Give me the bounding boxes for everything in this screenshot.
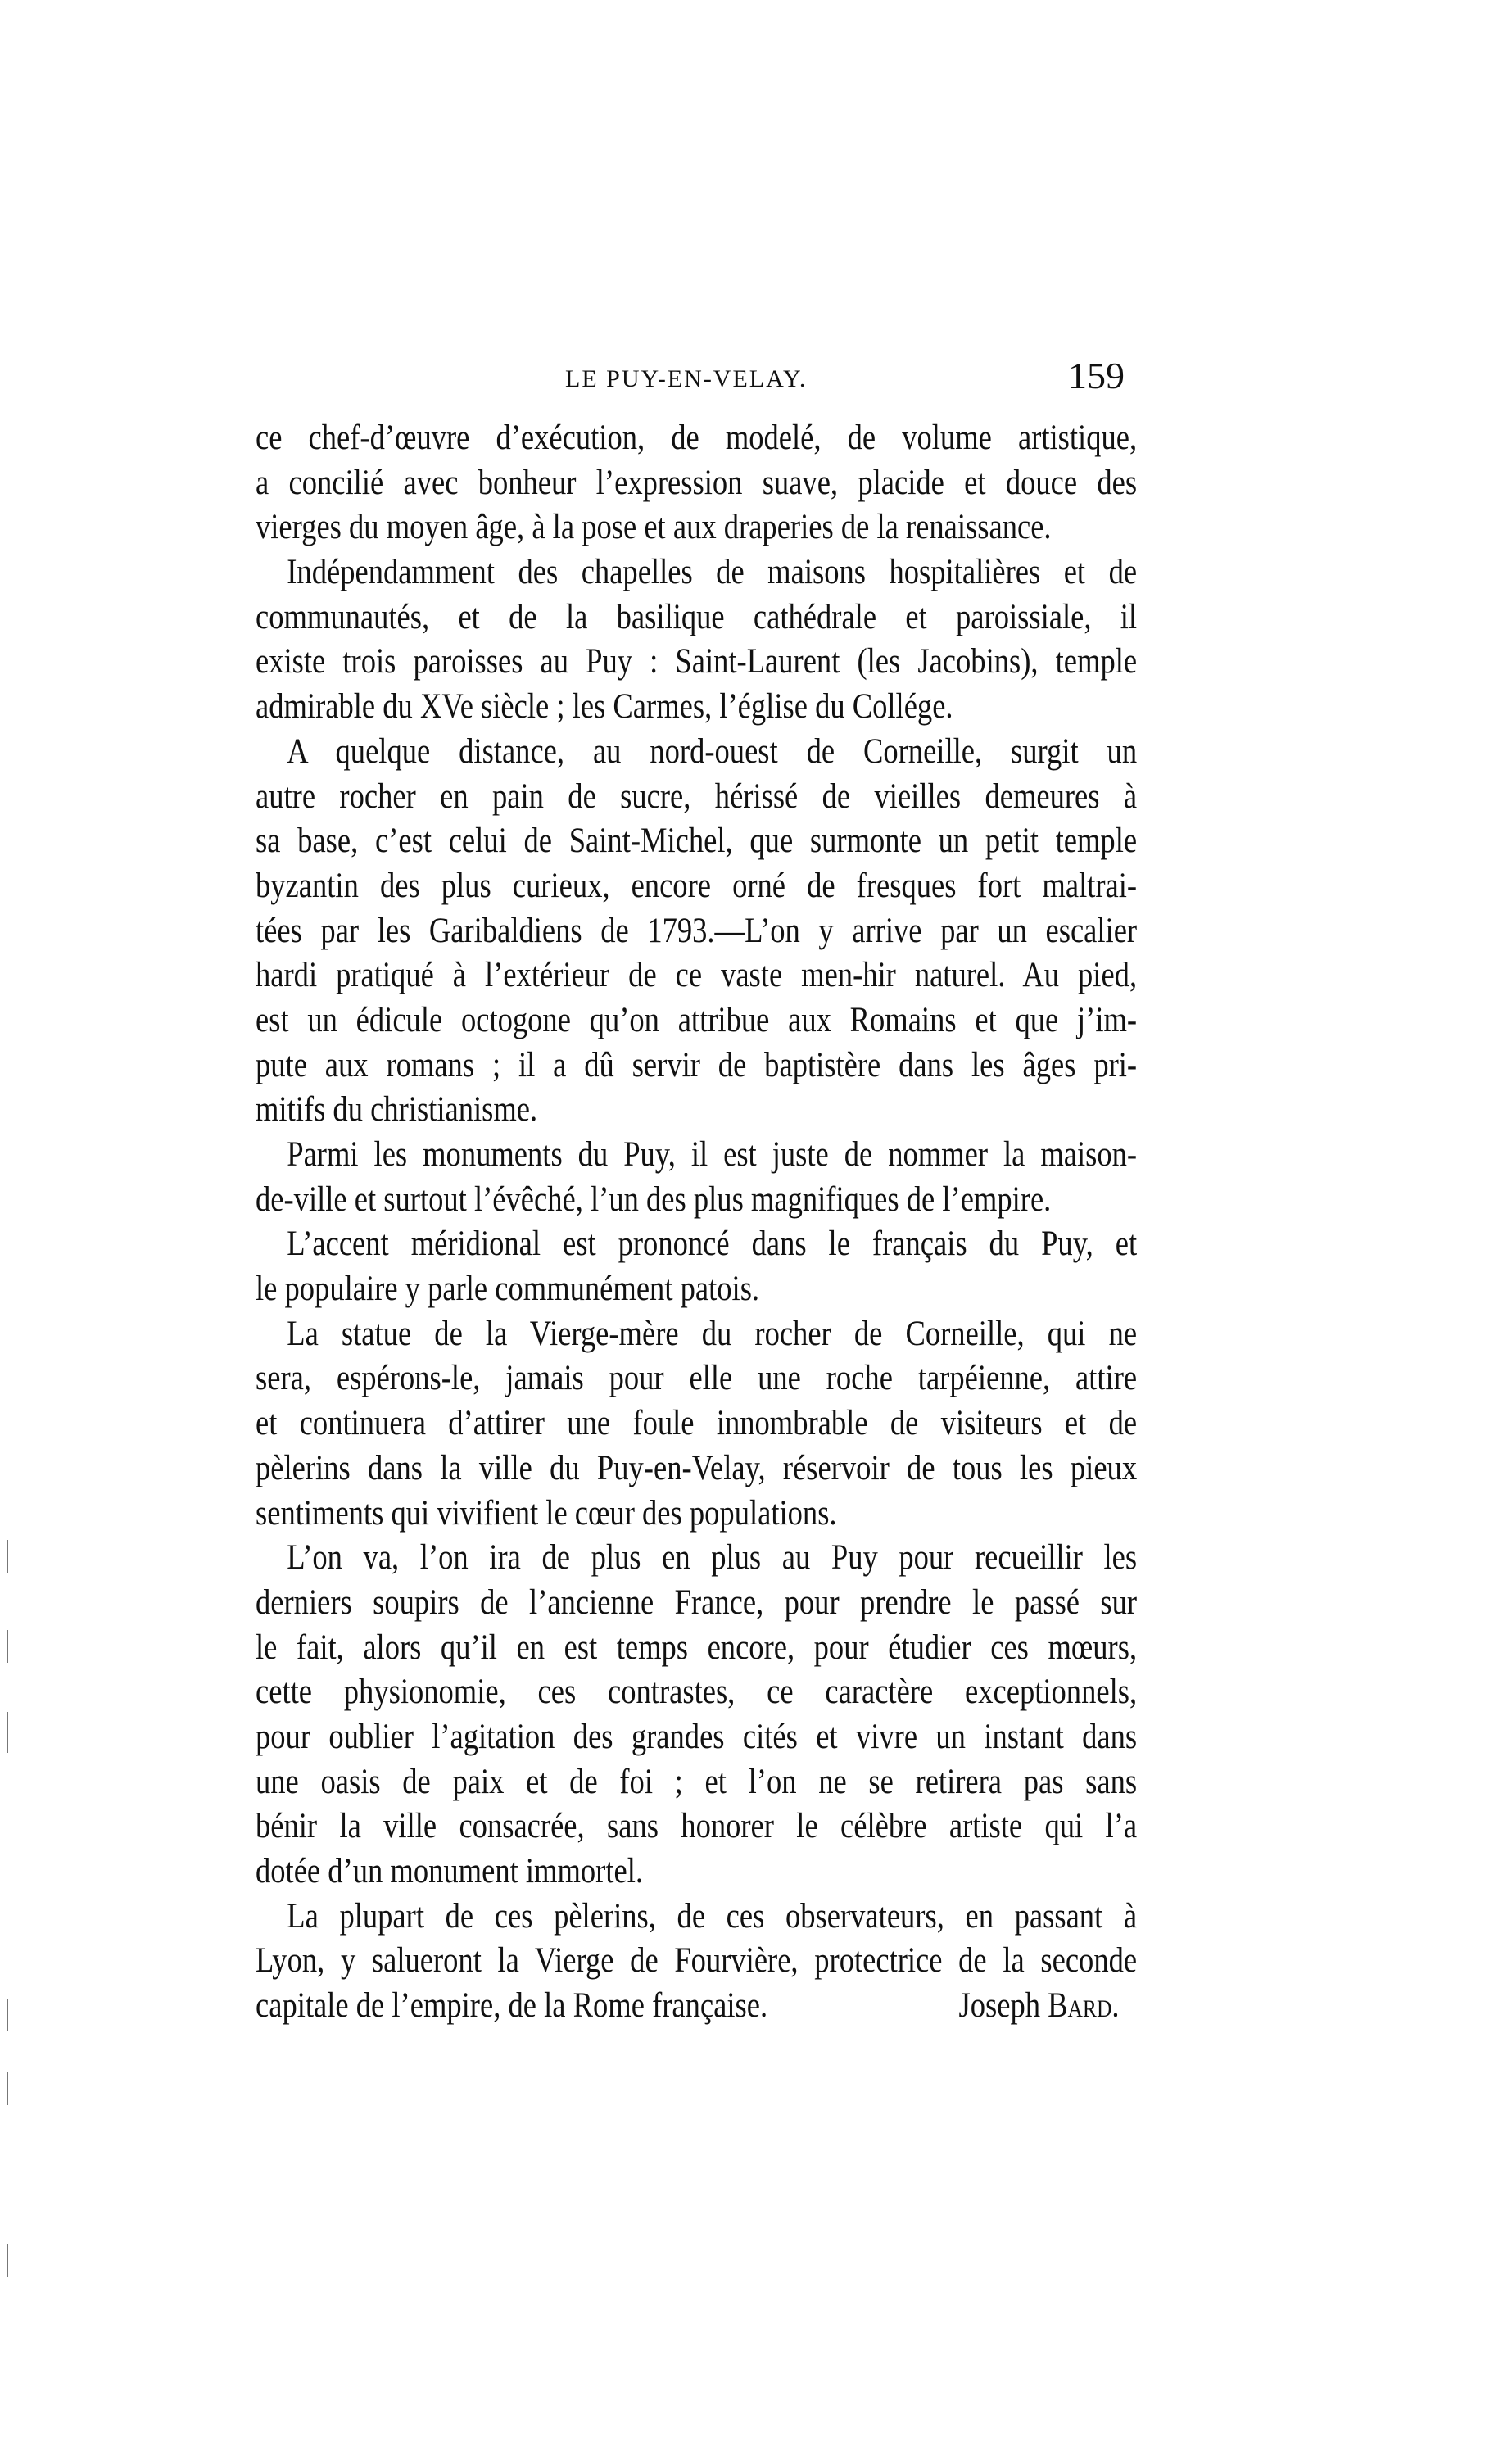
text-line (256, 1760, 1137, 1805)
text-line (256, 1133, 1137, 1178)
scan-margin-mark (7, 2244, 8, 2277)
page-number: 159 (1068, 355, 1125, 396)
text-line (256, 505, 1137, 550)
text-line-content: hardi pratiqué à l’extérieur de ce vaste men-hir naturel. Au pied, (256, 956, 1138, 995)
running-title: LE PUY-EN-VELAY. (565, 365, 808, 392)
text-line-content: a concilié avec bonheur l’expression suave, placide et douce des (256, 463, 1138, 502)
text-line (256, 550, 1137, 595)
text-line-content: A quelque distance, au nord-ouest de Corneille, surgit un (287, 731, 1138, 771)
text-line-content: sentiments qui vivifient le cœur des populations. (256, 1493, 837, 1533)
text-line-content: La statue de la Vierge-mère du rocher de Corneille, qui ne (287, 1314, 1138, 1353)
text-line (256, 1581, 1137, 1626)
text-line-content: Parmi les monuments du Puy, il est juste de nommer la maison- (287, 1135, 1138, 1174)
text-line (256, 416, 1137, 461)
text-line (256, 1939, 1137, 1984)
text-line (256, 1895, 1137, 1940)
text-line (256, 1178, 1137, 1223)
text-line-content: sera, espérons-le, jamais pour elle une roche tarpéienne, attire (256, 1359, 1138, 1398)
text-line-content: L’on va, l’on ira de plus en plus au Puy pour recueillir les (287, 1538, 1138, 1578)
text-line-content: admirable du XVe siècle ; les Carmes, l’église du Collége. (256, 687, 953, 727)
text-line (256, 1088, 1137, 1133)
signature-first-name: Joseph (958, 1986, 1041, 2026)
text-line-content: est un édicule octogone qu’on attribue aux Romains et que j’im- (256, 1000, 1138, 1039)
text-line-content: capitale de l’empire, de la Rome française. (256, 1986, 768, 2026)
text-line (256, 595, 1137, 641)
text-line-content: pute aux romans ; il a dû servir de baptistère dans les âges pri- (256, 1045, 1138, 1084)
text-line (256, 1626, 1137, 1671)
text-line-content: tées par les Garibaldiens de 1793.—L’on y arrive par un escalier (256, 911, 1138, 950)
signature-last-name: Bard. (1048, 1986, 1120, 2026)
text-line (256, 998, 1137, 1044)
text-line-content: cette physionomie, ces contrastes, ce caractère exceptionnels, (256, 1673, 1138, 1712)
text-line-content: pour oublier l’agitation des grandes cités et vivre un instant dans (256, 1717, 1138, 1756)
text-line (256, 1044, 1137, 1089)
scan-margin-mark (7, 2072, 8, 2105)
text-line (256, 1804, 1137, 1850)
text-line-content: L’accent méridional est prononcé dans le français du Puy, et (287, 1225, 1138, 1264)
text-line-content: sa base, c’est celui de Saint-Michel, que surmonte un petit temple (256, 822, 1138, 861)
text-line-content: et continuera d’attirer une foule innombrable de visiteurs et de (256, 1404, 1138, 1443)
text-line-content: byzantin des plus curieux, encore orné de fresques fort maltrai- (256, 866, 1138, 905)
text-line-content: une oasis de paix et de foi ; et l’on ne se retirera pas sans (256, 1762, 1138, 1801)
text-line (256, 1222, 1137, 1267)
text-line (256, 1536, 1137, 1581)
scan-margin-mark (7, 1712, 8, 1753)
text-line-content: le fait, alors qu’il en est temps encore, pour étudier ces mœurs, (256, 1628, 1138, 1667)
text-line (256, 1312, 1137, 1357)
text-line-content: Lyon, y salueront la Vierge de Fourvière, protectrice de la seconde (256, 1941, 1138, 1981)
text-line-content: le populaire y parle communément patois. (256, 1270, 760, 1309)
text-line-content: existe trois paroisses au Puy : Saint-Laurent (les Jacobins), temple (256, 642, 1138, 681)
text-line (256, 1401, 1137, 1447)
text-line-content: Indépendamment des chapelles de maisons hospitalières et de (287, 553, 1138, 592)
scan-margin-mark (7, 1540, 8, 1573)
text-line (256, 1715, 1137, 1760)
text-line-content: de-ville et surtout l’évêché, l’un des plus magnifiques de l’empire. (256, 1179, 1052, 1219)
text-line-content: autre rocher en pain de sucre, hérissé de vieilles demeures à (256, 777, 1138, 816)
scan-margin-mark (7, 1999, 8, 2031)
text-line (256, 953, 1137, 998)
text-line-content: vierges du moyen âge, à la pose et aux draperies de la renaissance. (256, 508, 1052, 547)
text-line-content: mitifs du christianisme. (256, 1090, 538, 1130)
author-signature (959, 1984, 1120, 2029)
text-line (256, 461, 1137, 506)
text-line (256, 864, 1137, 909)
text-line (256, 1447, 1137, 1492)
text-line (256, 685, 1137, 730)
text-line-content: La plupart de ces pèlerins, de ces observateurs, en passant à (287, 1896, 1138, 1936)
text-line (256, 819, 1137, 864)
page-body-text (256, 416, 1137, 2029)
scan-margin-mark (7, 1630, 8, 1663)
text-line (256, 1670, 1137, 1715)
text-line-content: derniers soupirs de l’ancienne France, pour prendre le passé sur (256, 1582, 1138, 1622)
text-line-content: communautés, et de la basilique cathédrale et paroissiale, il (256, 597, 1138, 636)
text-line-content: pèlerins dans la ville du Puy-en-Velay, réservoir de tous les pieux (256, 1448, 1138, 1487)
text-line-content: dotée d’un monument immortel. (256, 1852, 644, 1890)
text-line (256, 1492, 1137, 1537)
text-line (256, 909, 1137, 954)
text-line (256, 1984, 1137, 2029)
text-line (256, 640, 1137, 685)
text-line (256, 730, 1137, 775)
text-line-content: bénir la ville consacrée, sans honorer le célèbre artiste qui l’a (256, 1807, 1138, 1846)
text-line (256, 775, 1137, 820)
text-line (256, 1356, 1137, 1401)
text-line (256, 1850, 1137, 1895)
text-line (256, 1267, 1137, 1312)
text-line-content: ce chef-d’œuvre d’exécution, de modelé, de volume artistique, (256, 419, 1138, 457)
